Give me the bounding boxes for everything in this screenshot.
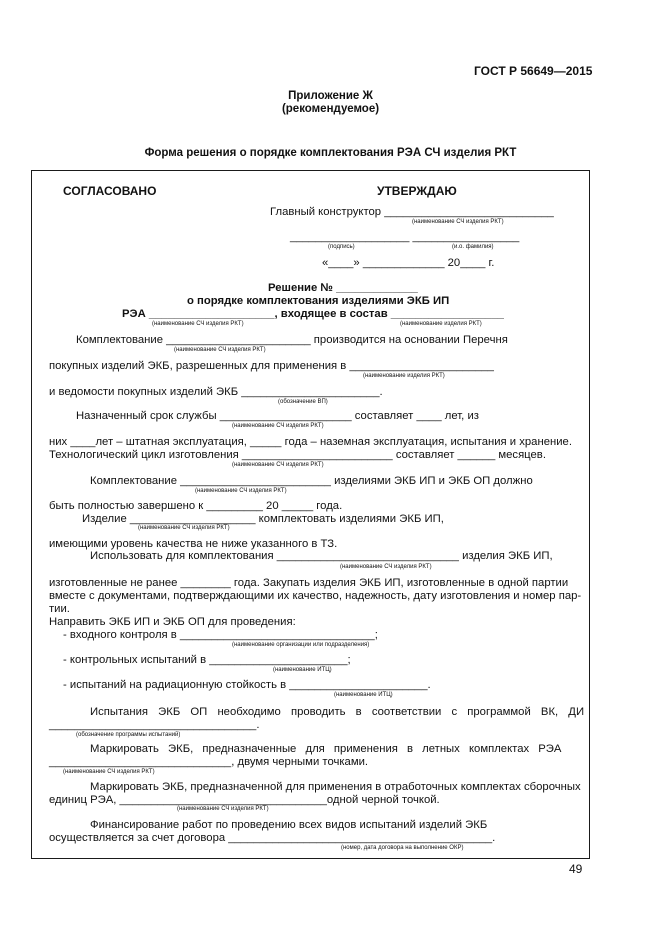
form-title: Форма решения о порядке комплектования РЭА СЧ изделия РКТ [144, 147, 517, 159]
appendix-title: Приложение Ж [288, 90, 373, 102]
field-hint: (наименование СЧ изделия РКТ) [340, 564, 432, 570]
text-line: тии. [49, 603, 70, 615]
approve-label: УТВЕРЖДАЮ [377, 184, 457, 198]
text-line: Маркировать ЭКБ, предназначенные для применения в летных комплектах РЭА [90, 743, 562, 755]
text-line: Комплектование ________________________ изделиями ЭКБ ИП и ЭКБ ОП должно [90, 475, 533, 487]
decision-subject: РЭА ____________________, входящее в состав __________________ [122, 308, 504, 320]
field-hint: (наименование организации или подразделения) [232, 642, 370, 648]
field-hint: (обозначение ВП) [278, 399, 328, 405]
text-line: них ____лет – штатная эксплуатация, _____ года – наземная эксплуатация, испытания и хранение. [49, 436, 572, 448]
text-line: Назначенный срок службы _____________________ составляет ____ лет, из [76, 410, 479, 422]
text-line: Комплектование _______________________ производится на основании Перечня [76, 334, 508, 346]
page-number: 49 [569, 862, 583, 876]
text-line: - испытаний на радиационную стойкость в ______________________. [63, 679, 431, 691]
field-hint: (наименование изделия РКТ) [363, 373, 445, 379]
text-line: осуществляется за счет договора __________________________________________. [49, 832, 496, 844]
signature-hint: (подпись) [328, 244, 355, 250]
text-line: - контрольных испытаний в ______________________; [63, 654, 351, 666]
text-line: Использовать для комплектования _____________________________ изделия ЭКБ ИП, [90, 550, 553, 562]
text-line: и ведомости покупных изделий ЭКБ ______________________. [49, 386, 383, 398]
field-hint: (наименование ИТЦ) [273, 667, 332, 673]
approval-date: «____» _____________ 20____ г. [322, 257, 495, 269]
text-line: изготовленные не ранее ________ года. Закупать изделия ЭКБ ИП, изготовленные в одной партии [49, 577, 569, 589]
text-line: вместе с документами, подтверждающими их качество, надежность, дату изготовления и номер пар- [49, 590, 582, 602]
field-hint: (наименование ИТЦ) [334, 692, 393, 698]
text-line: Финансирование работ по проведению всех видов испытаний изделий ЭКБ [90, 819, 488, 831]
decision-title: о порядке комплектования изделиями ЭКБ ИП [187, 295, 450, 307]
field-hint: (наименование СЧ изделия РКТ) [63, 769, 155, 775]
decision-hint-1: (наименование СЧ изделия РКТ) [152, 321, 244, 327]
field-hint: (наименование СЧ изделия РКТ) [195, 488, 287, 494]
text-line: имеющими уровень качества не ниже указанного в ТЗ. [49, 538, 338, 550]
decision-number: Решение № _____________ [268, 282, 418, 294]
text-line: быть полностью завершено к _________ 20 _____ года. [49, 500, 343, 512]
field-hint: (наименование СЧ изделия РКТ) [174, 347, 266, 353]
text-line: покупных изделий ЭКБ, разрешенных для применения в _______________________ [49, 360, 494, 372]
text-line: Изделие ____________________ комплектовать изделиями ЭКБ ИП, [82, 513, 444, 525]
gost-code: ГОСТ Р 56649—2015 [474, 64, 593, 78]
field-hint: (обозначение программы испытаний) [76, 732, 181, 738]
field-hint: (наименование СЧ изделия РКТ) [232, 423, 324, 429]
text-line: - входного контроля в _______________________________; [63, 629, 378, 641]
field-hint: (наименование СЧ изделия РКТ) [177, 806, 269, 812]
agreed-label: СОГЛАСОВАНО [63, 184, 157, 198]
chief-designer-line: Главный конструктор ___________________________ [270, 206, 554, 218]
chief-designer-hint: (наименование СЧ изделия РКТ) [412, 219, 504, 225]
text-line: Маркировать ЭКБ, предназначенной для применения в отработочных комплектах сборочных [90, 781, 581, 793]
text-line: единиц РЭА, _________________________________одной черной точкой. [49, 794, 440, 806]
text-line: Испытания ЭКБ ОП необходимо проводить в соответствии с программой ВК, ДИ [90, 706, 585, 718]
appendix-status: (рекомендуемое) [281, 103, 380, 115]
signature-lines: ___________________ _________________ [290, 231, 520, 243]
name-hint: (и.о. фамилия) [452, 244, 494, 250]
field-hint: (наименование СЧ изделия РКТ) [138, 525, 230, 531]
text-line: _____________________________, двумя черными точками. [49, 756, 369, 768]
decision-hint-2: (наименование изделия РКТ) [400, 321, 482, 327]
text-line: Направить ЭКБ ИП и ЭКБ ОП для проведения: [49, 616, 296, 628]
field-hint: (наименование СЧ изделия РКТ) [232, 462, 324, 468]
field-hint: (номер, дата договора на выполнение ОКР) [341, 845, 464, 851]
text-line: Технологический цикл изготовления ________________________ составляет ______ месяцев. [49, 449, 546, 461]
text-line: _________________________________. [49, 719, 260, 731]
